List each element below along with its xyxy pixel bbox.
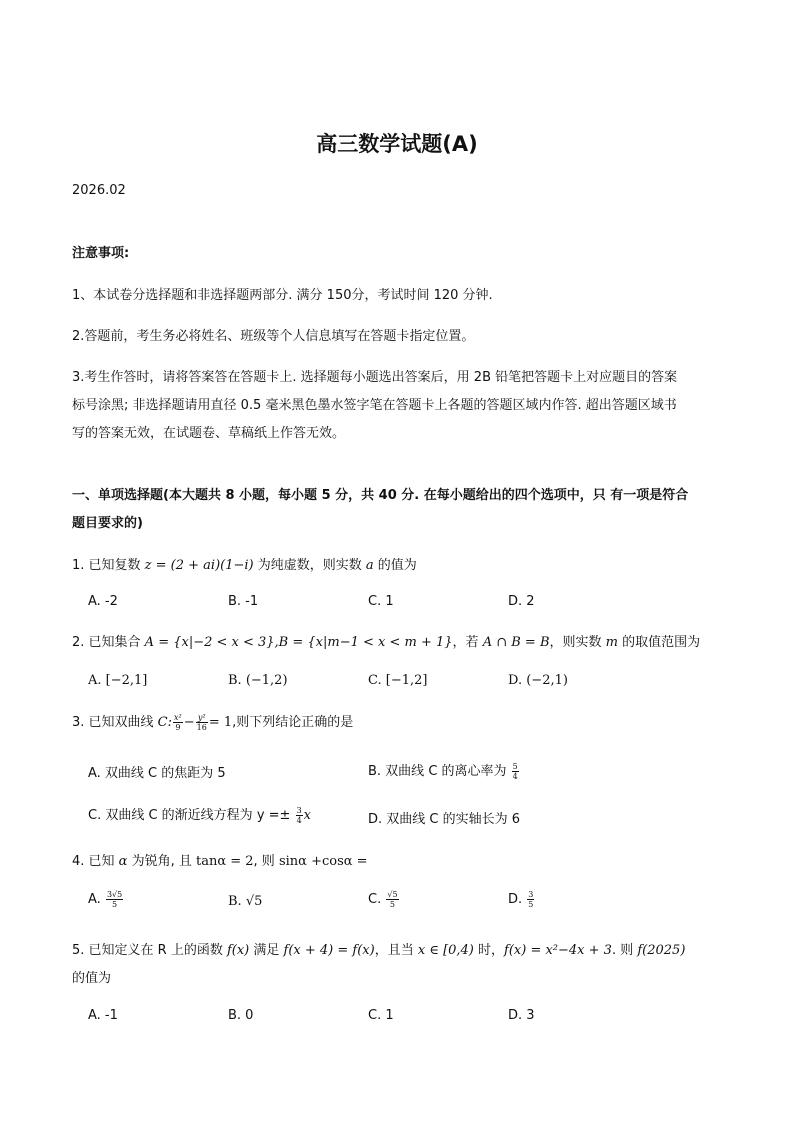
q3-option-c-x: x <box>303 808 311 823</box>
q2-text-3: ，则实数 <box>549 635 606 650</box>
q3-fraction-x <box>173 713 183 732</box>
q1-option-a: A. -2 <box>88 594 118 609</box>
q4-option-a <box>88 890 124 909</box>
q4-option-c-label: C. <box>368 892 386 907</box>
q5-text-4: 时， <box>473 943 505 958</box>
q3-curve-name: C: <box>157 715 172 730</box>
q4-option-a-den: 5 <box>112 900 118 909</box>
q2-text-2: ，若 <box>452 635 483 650</box>
question-3 <box>72 711 353 732</box>
q5-option-b: B. 0 <box>228 1008 254 1023</box>
q1-math: z = (2 + ai)(1−i) <box>144 558 254 573</box>
notice-item-3-line-3: 写的答案无效，在试题卷、草稿纸上作答无效。 <box>72 426 346 441</box>
q4-option-c-den: 5 <box>389 900 395 909</box>
q4-option-d-label: D. <box>508 892 527 907</box>
q5-option-c: C. 1 <box>368 1008 394 1023</box>
q2-option-d: D. (−2,1) <box>508 673 568 688</box>
q4-option-d-fraction <box>527 890 534 909</box>
q1-var: a <box>365 558 374 573</box>
q4-option-d <box>508 890 535 909</box>
question-2 <box>72 631 700 650</box>
q5-math-1: f(x) <box>226 943 250 958</box>
q3-fraction-x-num: x² <box>174 713 182 722</box>
q3-option-b-text: B. 双曲线 C 的离心率为 <box>368 764 511 779</box>
q4-text-2: 为锐角, 且 <box>127 854 196 869</box>
q5-text-3: ，且当 <box>374 943 418 958</box>
q5-math-4: f(x) = x²−4x + 3 <box>504 943 612 958</box>
q5-math-2: f(x + 4) = f(x) <box>283 943 375 958</box>
q3-fraction-y-den: 16 <box>196 723 207 732</box>
q2-text-4: 的取值范围为 <box>617 635 701 650</box>
q3-fraction-y-num: y² <box>196 713 208 723</box>
q1-text-1: 1. 已知复数 <box>72 558 145 573</box>
notice-item-3-line-1: 3.考生作答时，请将答案答在答题卡上. 选择题每小题选出答案后，用 2B 铅笔把答题卡上对应题目的答案 <box>72 370 678 385</box>
q3-option-b-fraction <box>512 762 519 781</box>
q4-math-2: sinα +cosα = <box>278 854 368 869</box>
question-1 <box>72 554 417 573</box>
q3-option-c-fraction <box>296 806 303 825</box>
notice-item-3-line-2: 标号涂黑; 非选择题请用直径 0.5 毫米黑色墨水签字笔在答题卡上各题的答题区域内作答. 超出答题区域书 <box>72 398 677 413</box>
q3-option-b-den: 4 <box>512 772 518 781</box>
q4-text-1: 4. 已知 <box>72 854 119 869</box>
q4-option-d-den: 5 <box>528 900 534 909</box>
section-heading-line-1: 一、单项选择题(本大题共 8 小题，每小题 5 分，共 40 分. 在每小题给出的四个选项中，只 有一项是符合 <box>72 488 689 503</box>
q1-option-b: B. -1 <box>228 594 259 609</box>
question-4 <box>72 850 368 869</box>
notice-item-1: 1、本试卷分选择题和非选择题两部分. 满分 150分，考试时间 120 分钟. <box>72 288 493 303</box>
q3-fraction-y <box>196 713 208 732</box>
q2-math-1: A = {x|−2 < x < 3},B = {x|m−1 < x < m + 1} <box>144 635 453 650</box>
q1-text-2: 为纯虚数，则实数 <box>253 558 366 573</box>
q4-option-b: B. √5 <box>228 894 263 909</box>
q4-option-d-num: 3 <box>528 890 534 899</box>
q4-text-3: , 则 <box>253 854 279 869</box>
q3-minus: − <box>183 715 195 730</box>
q3-fraction-x-den: 9 <box>175 723 181 732</box>
q3-option-c-text: C. 双曲线 C 的渐近线方程为 y =± <box>88 808 295 823</box>
q1-text-3: 的值为 <box>373 558 417 573</box>
section-heading-line-2: 题目要求的) <box>72 516 143 531</box>
q4-option-c <box>368 890 400 909</box>
q3-text-1: 3. 已知双曲线 <box>72 715 158 730</box>
q3-equals-one: = 1 <box>208 715 233 730</box>
q3-option-c <box>88 804 311 825</box>
q5-text-2: 满足 <box>249 943 284 958</box>
q4-option-a-fraction <box>106 890 123 909</box>
q5-option-d: D. 3 <box>508 1008 535 1023</box>
q3-option-d: D. 双曲线 C 的实轴长为 6 <box>368 812 521 827</box>
q3-option-b <box>368 760 520 781</box>
q4-option-a-label: A. <box>88 892 105 907</box>
exam-date: 2026.02 <box>72 183 126 198</box>
question-5-line-2: 的值为 <box>72 971 112 986</box>
q2-option-b: B. (−1,2) <box>228 673 288 688</box>
q5-math-5: f(2025) <box>637 943 686 958</box>
notice-heading: 注意事项: <box>72 246 130 261</box>
q2-option-c: C. [−1,2] <box>368 673 428 688</box>
q5-math-3: x ∈ [0,4) <box>417 943 474 958</box>
q1-option-d: D. 2 <box>508 594 535 609</box>
q1-option-c: C. 1 <box>368 594 394 609</box>
q3-option-c-den: 4 <box>296 816 302 825</box>
q2-option-a: A. [−2,1] <box>88 673 148 688</box>
notice-item-2: 2.答题前，考生务必将姓名、班级等个人信息填写在答题卡指定位置。 <box>72 329 475 344</box>
q5-text-5: . 则 <box>611 943 638 958</box>
q3-option-a: A. 双曲线 C 的焦距为 5 <box>88 766 226 781</box>
q2-math-2: A ∩ B = B <box>482 635 550 650</box>
q4-alpha: α <box>118 854 128 869</box>
q4-math-1: tanα = 2 <box>195 854 254 869</box>
q3-text-2: ,则下列结论正确的是 <box>232 715 354 730</box>
page-title: 高三数学试题(A) <box>316 132 478 156</box>
q4-option-c-fraction <box>386 890 398 909</box>
q4-option-a-num: 3√5 <box>106 890 123 899</box>
question-5-line-1 <box>72 939 685 958</box>
q5-text-1: 5. 已知定义在 R 上的函数 <box>72 943 227 958</box>
q4-option-c-num: √5 <box>387 890 398 899</box>
q3-option-b-num: 5 <box>512 762 518 771</box>
q3-option-c-num: 3 <box>296 806 302 815</box>
q2-text-1: 2. 已知集合 <box>72 635 145 650</box>
q5-option-a: A. -1 <box>88 1008 118 1023</box>
q2-var: m <box>605 635 618 650</box>
